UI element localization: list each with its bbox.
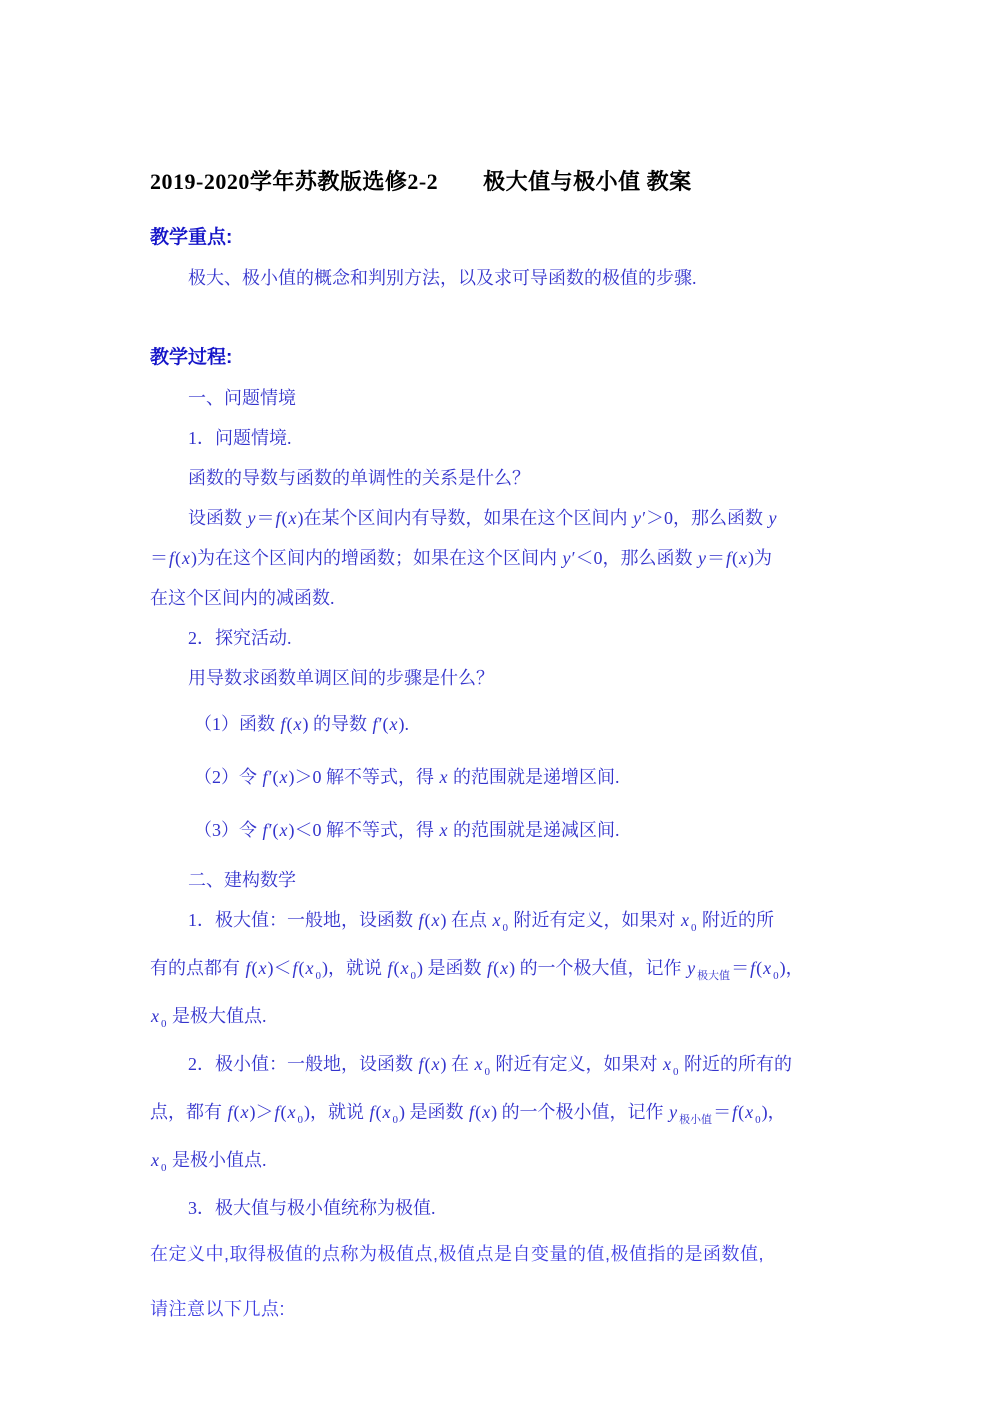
math-var: x <box>431 1054 440 1074</box>
text-segment: ＝ <box>713 1102 732 1122</box>
page-title <box>150 160 862 204</box>
math-subscript: 极大值 <box>697 970 731 982</box>
text-line <box>150 538 862 578</box>
math-var: f′ <box>262 820 272 840</box>
text-segment: ) <box>288 767 295 787</box>
math-var: x <box>738 548 747 568</box>
math-var: x <box>293 714 302 734</box>
math-var: x <box>431 910 440 930</box>
text-segment: ( <box>251 958 258 978</box>
text-segment: 的范围就是递增区间. <box>448 767 620 787</box>
text-segment: ( <box>393 958 400 978</box>
text-segment: （1）函数 <box>194 714 280 734</box>
text-segment: ) <box>267 958 274 978</box>
text-segment: 是极小值点. <box>167 1150 267 1170</box>
text-segment: 一、问题情境 <box>188 388 296 408</box>
text-line <box>150 1140 862 1188</box>
text-segment: 函数的导数与函数的单调性的关系是什么？ <box>188 468 530 488</box>
text-segment: ) <box>509 958 516 978</box>
math-var: x <box>482 1102 491 1122</box>
math-var: x <box>287 1102 296 1122</box>
text-segment: 附近有定义，如果对 <box>491 1054 663 1074</box>
text-segment: ＝ <box>256 508 275 528</box>
text-segment: )为 <box>747 548 772 568</box>
text-segment: ( <box>731 548 738 568</box>
text-segment: ＜0，那么函数 <box>575 548 697 568</box>
text-segment: ＞0 解不等式，得 <box>294 767 439 787</box>
text-segment: ， <box>767 1102 786 1122</box>
math-subscript: 0 <box>502 922 509 934</box>
text-line <box>150 1289 862 1329</box>
text-segment: ( <box>424 910 431 930</box>
text-segment: ) <box>417 958 424 978</box>
text-segment: 2019-2020学年苏教版选修2-2 极大值与极小值 教案 <box>150 169 692 194</box>
text-segment: ( <box>272 767 279 787</box>
math-var: x <box>439 767 448 787</box>
math-var: f′ <box>262 767 272 787</box>
text-line <box>150 948 862 996</box>
document-body <box>150 0 862 1329</box>
text-segment: 教学过程: <box>150 347 233 368</box>
text-line <box>150 498 862 538</box>
math-subscript: 0 <box>773 970 779 982</box>
text-segment: ( <box>382 714 389 734</box>
text-segment: ( <box>493 958 500 978</box>
text-line <box>150 1092 862 1140</box>
text-line <box>150 860 862 900</box>
math-subscript: 0 <box>161 1018 167 1030</box>
math-subscript: 0 <box>484 1066 491 1078</box>
math-var: y <box>768 508 777 528</box>
text-segment: ＜0 解不等式，得 <box>294 820 439 840</box>
text-segment: ，就说 <box>328 958 387 978</box>
math-var: x <box>763 958 772 978</box>
text-line <box>150 578 862 618</box>
math-var: x <box>151 1006 159 1026</box>
text-segment: ，就说 <box>310 1102 369 1122</box>
math-var: f <box>275 508 281 528</box>
math-var: f <box>487 958 493 978</box>
text-segment: ) <box>304 1102 311 1122</box>
text-segment: 的一个极小值，记作 <box>497 1102 669 1122</box>
math-var: y′ <box>562 548 575 568</box>
text-segment: 是极大值点. <box>167 1006 267 1026</box>
text-segment: 附近有定义，如果对 <box>509 910 681 930</box>
text-segment: ( <box>286 714 293 734</box>
text-segment: ( <box>738 1102 745 1122</box>
math-var: f <box>227 1102 233 1122</box>
section-heading <box>150 338 862 378</box>
text-segment: 附近的所 <box>697 910 775 930</box>
text-segment: 附近的所有的 <box>679 1054 793 1074</box>
math-var: f <box>169 548 175 568</box>
text-segment: ( <box>375 1102 382 1122</box>
math-var: y′ <box>633 508 645 528</box>
text-segment: )为在这个区间内的增函数；如果在这个区间内 <box>191 548 562 568</box>
text-segment: )在某个区间内有导数，如果在这个区间内 <box>297 508 633 528</box>
math-subscript: 0 <box>161 1162 167 1174</box>
text-line <box>150 1188 862 1228</box>
math-var: x <box>439 820 448 840</box>
text-segment: ( <box>298 958 305 978</box>
text-segment: ( <box>756 958 763 978</box>
text-segment: ) <box>761 1102 768 1122</box>
math-var: f <box>245 958 251 978</box>
math-subscript: 0 <box>315 970 322 982</box>
math-var: x <box>279 820 288 840</box>
text-segment: 请注意以下几点: <box>150 1299 286 1319</box>
text-segment: ) <box>491 1102 498 1122</box>
math-var: x <box>663 1054 672 1074</box>
text-segment: ( <box>272 820 279 840</box>
math-var: f <box>280 714 286 734</box>
math-var: y <box>669 1102 678 1122</box>
math-var: f <box>418 910 424 930</box>
text-segment: 极大、极小值的概念和判别方法，以及求可导函数的极值的步骤. <box>188 268 697 288</box>
math-var: x <box>240 1102 249 1122</box>
text-segment: 3．极大值与极小值统称为极值. <box>188 1198 436 1218</box>
math-subscript: 0 <box>410 970 417 982</box>
math-subscript: 0 <box>392 1114 399 1126</box>
text-segment: ， <box>785 958 804 978</box>
math-var: f <box>387 958 393 978</box>
text-segment: ( <box>424 1054 431 1074</box>
text-segment: 在这个区间内的减函数. <box>150 588 335 608</box>
text-segment: ) 在点 <box>440 910 492 930</box>
math-var: f <box>469 1102 475 1122</box>
math-var: x <box>745 1102 754 1122</box>
text-segment: ) 的导数 <box>302 714 372 734</box>
text-segment: ＜ <box>273 958 292 978</box>
math-var: x <box>258 958 267 978</box>
text-segment: ) <box>399 1102 406 1122</box>
text-segment: 1．问题情境. <box>188 428 292 448</box>
text-segment: 的一个极大值，记作 <box>515 958 687 978</box>
math-var: f <box>725 548 731 568</box>
math-var: x <box>492 910 501 930</box>
math-var: f <box>274 1102 280 1122</box>
text-segment: 1．极大值：一般地，设函数 <box>188 910 418 930</box>
text-line <box>150 418 862 458</box>
math-var: x <box>400 958 409 978</box>
text-segment: 教学重点: <box>150 227 233 248</box>
math-var: x <box>382 1102 391 1122</box>
text-segment: ( <box>175 548 182 568</box>
math-var: f′ <box>372 714 382 734</box>
text-segment: 设函数 <box>188 508 247 528</box>
text-segment: ＞0，那么函数 <box>645 508 768 528</box>
text-segment: ＞ <box>255 1102 274 1122</box>
text-segment: 是函数 <box>423 958 487 978</box>
math-var: x <box>151 1150 159 1170</box>
math-subscript: 0 <box>691 922 697 934</box>
text-segment: ( <box>280 1102 287 1122</box>
text-segment: ) 在 <box>440 1054 474 1074</box>
text-segment: 用导数求函数单调区间的步骤是什么？ <box>188 668 494 688</box>
text-line <box>150 378 862 418</box>
text-segment: （3）令 <box>194 820 262 840</box>
text-line <box>150 618 862 658</box>
math-var: x <box>279 767 288 787</box>
text-line <box>150 658 862 698</box>
math-var: x <box>474 1054 483 1074</box>
math-var: f <box>369 1102 375 1122</box>
math-var: y <box>697 548 706 568</box>
math-var: y <box>247 508 256 528</box>
text-segment: 是函数 <box>405 1102 469 1122</box>
math-var: f <box>418 1054 424 1074</box>
text-segment: 的范围就是递减区间. <box>448 820 620 840</box>
text-segment: 2．极小值：一般地，设函数 <box>188 1054 418 1074</box>
text-segment: ) <box>288 820 295 840</box>
text-segment: ) <box>779 958 786 978</box>
text-line <box>150 996 862 1044</box>
math-var: x <box>288 508 297 528</box>
math-var: x <box>182 548 191 568</box>
math-var: x <box>305 958 314 978</box>
math-var: x <box>389 714 398 734</box>
text-line <box>150 810 862 850</box>
text-segment: （2）令 <box>194 767 262 787</box>
math-subscript: 0 <box>673 1066 679 1078</box>
text-line <box>150 458 862 498</box>
math-var: f <box>750 958 756 978</box>
text-line <box>150 1234 862 1274</box>
text-segment: ＝ <box>731 958 750 978</box>
text-segment: 在定义中,取得极值的点称为极值点,极值点是自变量的值,极值指的是函数值, <box>150 1244 765 1264</box>
text-segment: 二、建构数学 <box>188 870 296 890</box>
math-var: y <box>687 958 696 978</box>
text-segment: 2．探究活动. <box>188 628 292 648</box>
text-segment: ( <box>475 1102 482 1122</box>
text-line <box>150 258 862 298</box>
math-var: x <box>681 910 690 930</box>
text-segment: ) <box>322 958 329 978</box>
math-subscript: 极小值 <box>679 1114 713 1126</box>
text-segment: ) <box>249 1102 256 1122</box>
text-segment: ( <box>233 1102 240 1122</box>
math-subscript: 0 <box>755 1114 761 1126</box>
math-subscript: 0 <box>297 1114 304 1126</box>
text-segment: 点，都有 <box>150 1102 227 1122</box>
section-heading <box>150 218 862 258</box>
text-segment: ＝ <box>150 548 168 568</box>
math-var: f <box>732 1102 738 1122</box>
text-segment: ＝ <box>706 548 725 568</box>
text-line <box>150 1044 862 1092</box>
math-var: x <box>500 958 509 978</box>
text-segment: 有的点都有 <box>150 958 245 978</box>
text-segment: ). <box>398 714 409 734</box>
text-segment: ( <box>281 508 288 528</box>
text-line <box>150 704 862 744</box>
text-line <box>150 757 862 797</box>
math-var: f <box>292 958 298 978</box>
text-line <box>150 900 862 948</box>
